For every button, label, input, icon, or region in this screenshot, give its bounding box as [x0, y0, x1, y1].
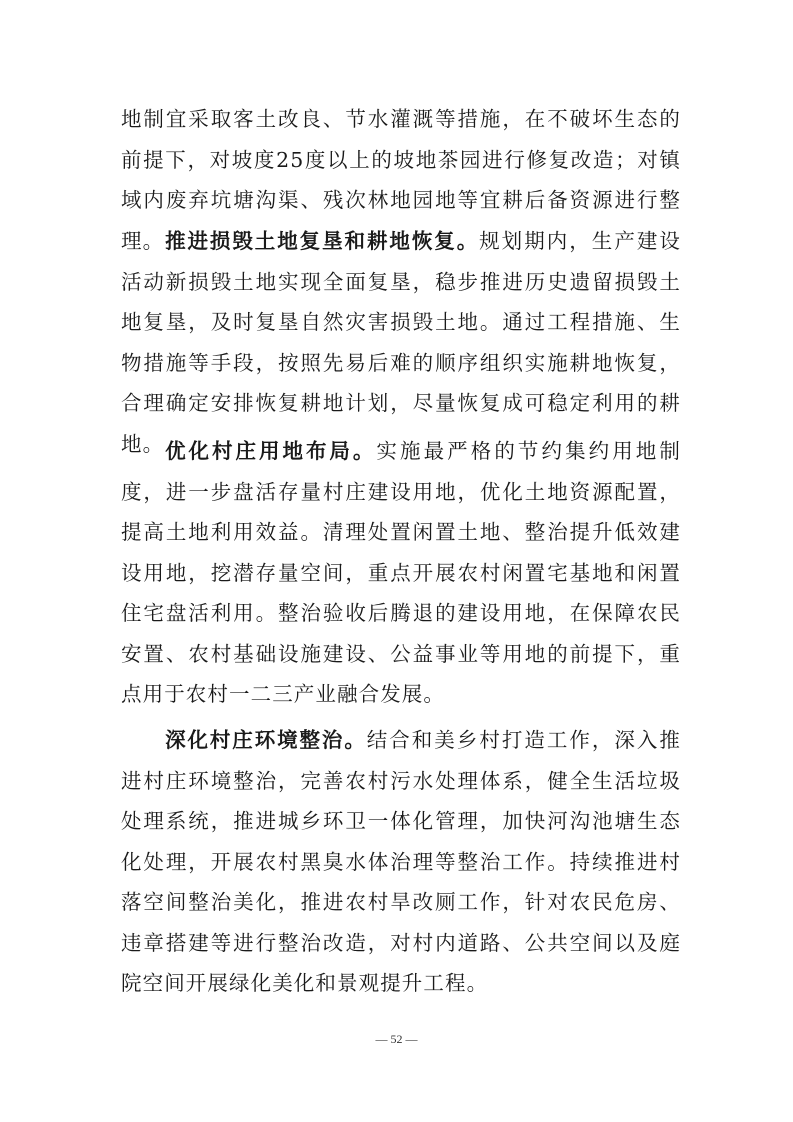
- paragraph-text: 结合和美乡村打造工作，深入推进村庄环境整治，完善农村污水处理体系，健全生活垃圾处理系统，推进城乡环卫一体化管理，加快河沟池塘生态化处理，开展农村黑臭水体治理等整治工作。持续推进村落空间整治美化，推进农村旱改厕工作，针对农民危房、违章搭建等进行整治改造，对村内道路、公共空间以及庭院空间开展绿化美化和景观提升工程。: [121, 728, 682, 995]
- paragraph-farmland-recovery: [121, 221, 681, 464]
- page-number: — 52 —: [375, 1032, 418, 1046]
- paragraph-text: 规划期内，生产建设活动新损毁土地实现全面复垦，稳步推进历史遗留损毁土地复垦，及时复垦自然灾害损毁土地。通过工程措施、生物措施等手段，按照先易后难的顺序组织实施耕地恢复，合理确定安排恢复耕地计划，尽量恢复成可稳定利用的耕地。: [121, 229, 682, 456]
- paragraph-heading: 推进损毁土地复垦和耕地恢复。: [165, 229, 480, 253]
- paragraph-text: 地制宜采取客土改良、节水灌溉等措施，在不破坏生态的前提下，对坡度25度以上的坡地茶园进行修复改造；对镇域内废弃坑塘沟渠、残次林地园地等宜耕后备资源进行整理。: [121, 107, 681, 253]
- paragraph-text: 实施最严格的节约集约用地制度，进一步盘活存量村庄建设用地，优化土地资源配置，提高土地利用效益。清理处置闲置土地、整治提升低效建设用地，挖潜存量空间，重点开展农村闲置宅基地和闲置住宅盘活利用。整治验收后腾退的建设用地，在保障农民安置、农村基础设施建设、公益事业等用地的前提下，重点用于农村一二三产业融合发展。: [121, 439, 681, 706]
- paragraph-heading: 深化村庄环境整治。: [165, 728, 367, 752]
- paragraph-heading: 优化村庄用地布局。: [165, 439, 377, 463]
- paragraph-village-environment: [121, 720, 681, 1004]
- paragraph-village-land-layout: [121, 431, 681, 715]
